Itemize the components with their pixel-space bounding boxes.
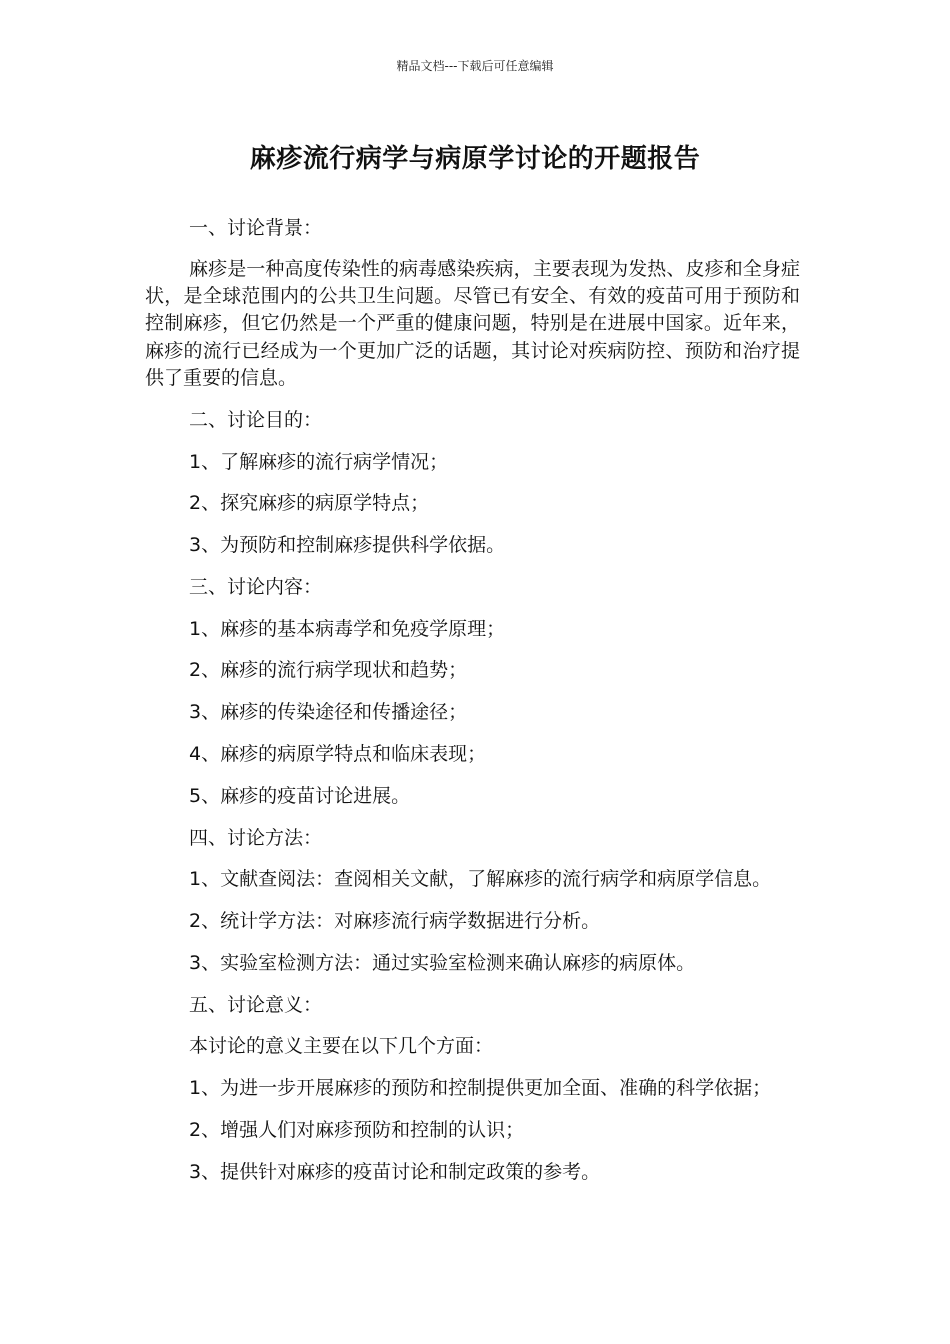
- methods-item: 3、实验室检测方法：通过实验室检测来确认麻疹的病原体。: [189, 952, 696, 974]
- background-paragraph: 麻疹是一种高度传染性的病毒感染疾病，主要表现为发热、皮疹和全身症状，是全球范围内的公共卫生问题。尽管已有安全、有效的疫苗可用于预防和控制麻疹，但它仍然是一个严重的健康问题，特别是在进展中国家。近年来，麻疹的流行已经成为一个更加广泛的话题，其讨论对疾病防控、预防和治疗提供了重要的信息。: [145, 258, 800, 389]
- purpose-item: 1、了解麻疹的流行病学情况；: [189, 451, 449, 473]
- significance-item: 1、为进一步开展麻疹的预防和控制提供更加全面、准确的科学依据；: [189, 1077, 772, 1099]
- methods-item: 1、文献查阅法：查阅相关文献，了解麻疹的流行病学和病原学信息。: [189, 868, 772, 890]
- contents-item: 4、麻疹的病原学特点和临床表现；: [189, 743, 487, 765]
- contents-item: 1、麻疹的基本病毒学和免疫学原理；: [189, 618, 506, 640]
- header-note: 精品文档---下载后可任意编辑: [396, 59, 554, 73]
- document-title: 麻疹流行病学与病原学讨论的开题报告: [249, 144, 701, 174]
- section-heading-purpose: 二、讨论目的：: [189, 409, 323, 431]
- significance-intro: 本讨论的意义主要在以下几个方面：: [189, 1035, 494, 1057]
- significance-item: 3、提供针对麻疹的疫苗讨论和制定政策的参考。: [189, 1161, 601, 1183]
- contents-item: 5、麻疹的疫苗讨论进展。: [189, 785, 411, 807]
- methods-item: 2、统计学方法：对麻疹流行病学数据进行分析。: [189, 910, 601, 932]
- purpose-item: 2、探究麻疹的病原学特点；: [189, 492, 430, 514]
- contents-item: 2、麻疹的流行病学现状和趋势；: [189, 659, 468, 681]
- section-heading-significance: 五、讨论意义：: [189, 994, 323, 1016]
- section-heading-methods: 四、讨论方法：: [189, 827, 323, 849]
- section-heading-contents: 三、讨论内容：: [189, 576, 323, 598]
- purpose-item: 3、为预防和控制麻疹提供科学依据。: [189, 534, 506, 556]
- significance-item: 2、增强人们对麻疹预防和控制的认识；: [189, 1119, 525, 1141]
- contents-item: 3、麻疹的传染途径和传播途径；: [189, 701, 468, 723]
- section-heading-background: 一、讨论背景：: [189, 217, 323, 239]
